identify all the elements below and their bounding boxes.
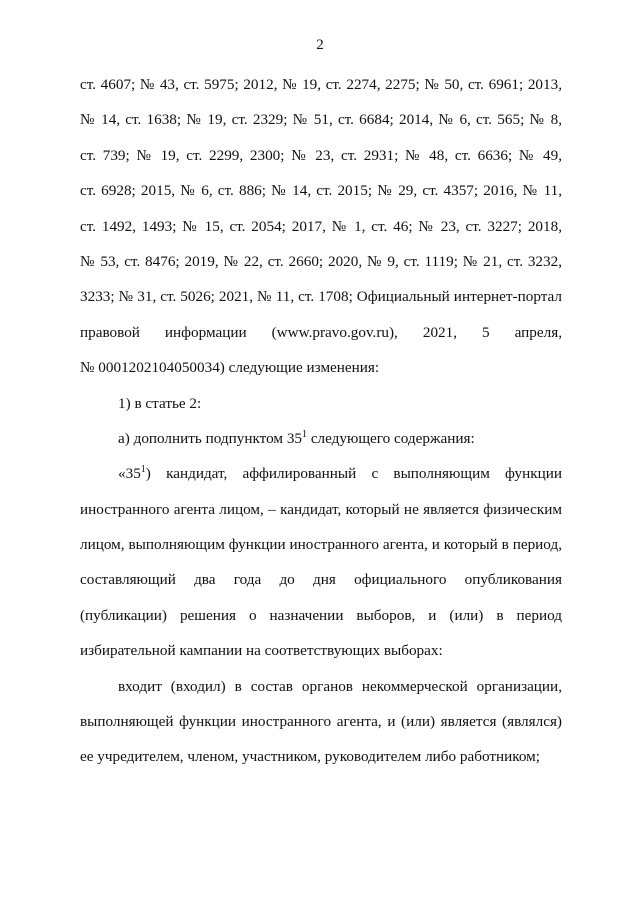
subitem-heading <box>80 421 562 456</box>
text-line: ст. 6928; 2015, № 6, ст. 886; № 14, ст. 2015; № 29, ст. 4357; 2016, № 11, <box>80 182 562 200</box>
document-body <box>80 67 562 775</box>
text-line: 3233; № 31, ст. 5026; 2021, № 11, ст. 1708; Официальный интернет-портал <box>80 288 562 306</box>
page-number: 2 <box>316 37 324 53</box>
subitem-text: следующего содержания: <box>307 429 475 447</box>
text-line: (публикации) решения о назначении выборов, и (или) в период <box>80 606 562 624</box>
text-line: № 0001202104050034) следующие изменения: <box>80 359 380 377</box>
text-line: составляющий два года до дня официального опубликования <box>80 571 562 589</box>
text-line: ст. 4607; № 43, ст. 5975; 2012, № 19, ст. 2274, 2275; № 50, ст. 6961; 2013, <box>80 76 562 93</box>
definition-text: «35 <box>118 465 141 483</box>
text-line: ее учредителем, членом, участником, руководителем либо работником; <box>80 748 541 766</box>
superscript: 1 <box>302 428 308 440</box>
text-line: ст. 739; № 19, ст. 2299, 2300; № 23, ст. 2931; № 48, ст. 6636; № 49, <box>80 146 562 164</box>
text-line: входит (входил) в состав органов некоммерческой организации, <box>118 677 562 695</box>
definition-start <box>80 456 562 491</box>
text-line: № 14, ст. 1638; № 19, ст. 2329; № 51, ст. 6684; 2014, № 6, ст. 565; № 8, <box>80 111 562 129</box>
subitem-text: а) дополнить подпунктом 35 <box>118 429 303 447</box>
text-line: иностранного агента лицом, – кандидат, который не является физическим <box>80 500 562 518</box>
superscript: 1 <box>140 464 146 476</box>
text-line: правовой информации (www.pravo.gov.ru), 2021, 5 апреля, <box>80 323 562 341</box>
text-line: избирательной кампании на соответствующих выборах: <box>80 642 443 660</box>
text-line: лицом, выполняющим функции иностранного агента, и который в период, <box>80 536 562 554</box>
definition-text: ) кандидат, аффилированный с выполняющим функции <box>145 465 562 483</box>
text-line: ст. 1492, 1493; № 15, ст. 2054; 2017, № 1, ст. 46; № 23, ст. 3227; 2018, <box>80 217 562 235</box>
text-line: выполняющей функции иностранного агента, и (или) является (являлся) <box>80 713 562 731</box>
text-line: № 53, ст. 8476; 2019, № 22, ст. 2660; 2020, № 9, ст. 1119; № 21, ст. 3232, <box>80 252 562 270</box>
item-heading: 1) в статье 2: <box>118 394 202 412</box>
